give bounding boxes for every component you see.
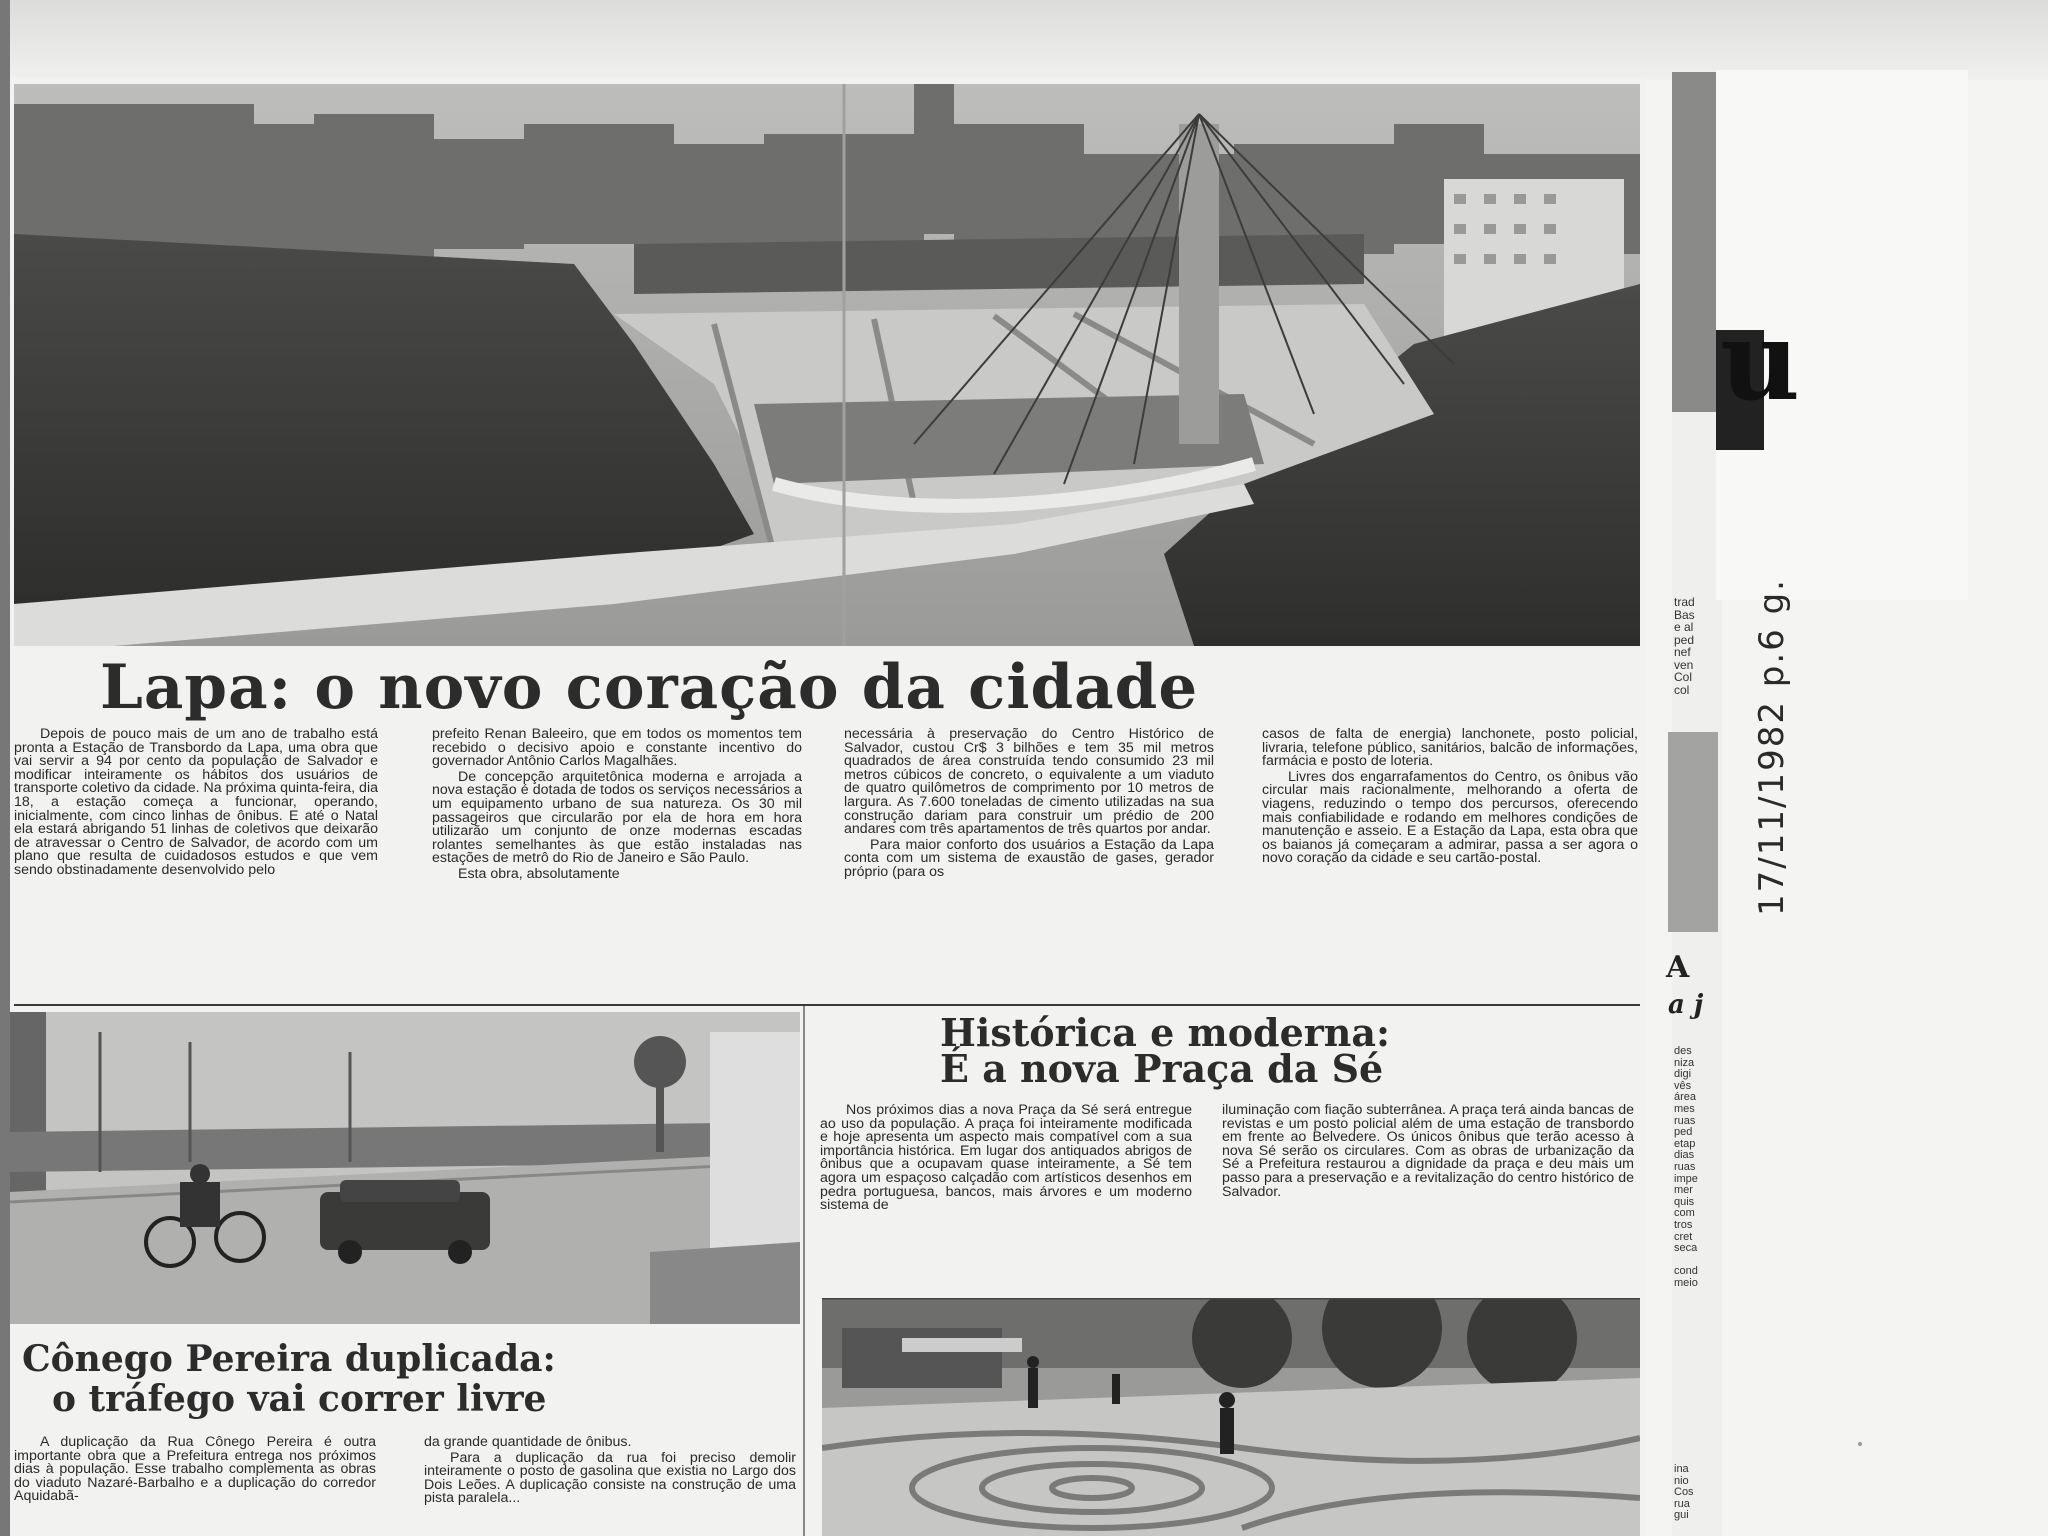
fragment-line: Col [1674,670,1693,684]
fragment-line: etap [1674,1137,1696,1150]
fragment-line: gui [1674,1509,1689,1522]
fragment-large-letter: u [1720,296,1800,425]
conego-headline-line2: o tráfego vai correr livre [52,1378,547,1420]
fragment-line: mes [1674,1102,1695,1115]
fragment-line: ina [1674,1464,1689,1475]
paragraph: A duplicação da Rua Cônego Pereira é outra importante obra que a Prefeitura entrega nos próximos dias à população. Esse trabalho complementa as obras do viaduto Nazaré-Barbalho e a duplicação do corredor Aquidabã- [14,1436,376,1505]
se-headline-line2: É a nova Praça da Sé [940,1046,1384,1091]
main-headline: Lapa: o novo coração da cidade [100,652,1199,723]
fragment-line: rua [1674,1497,1690,1510]
column-divider [803,1006,805,1536]
paragraph: Para a duplicação da rua foi preciso demolir inteiramente o posto de gasolina que existia no Largo dos Dois Leões. A duplicação consiste na construção de uma pista paralela... [424,1449,796,1507]
fragment-line: vês [1674,1079,1692,1092]
fragment-line: cret [1674,1230,1693,1243]
fragment-line: niza [1674,1056,1695,1069]
fragment-line: impe [1674,1172,1698,1185]
fragment-line: tros [1674,1218,1693,1231]
fragment-photo-top [1672,72,1720,412]
lapa-station-photo [14,84,1640,646]
main-article-column-1 [14,728,378,982]
fragment-column-3 [1674,1464,1714,1522]
scan-speck [1858,1442,1862,1446]
fragment-line: quis [1674,1195,1695,1208]
fragment-line: mer [1674,1184,1693,1197]
fragment-headline-a: A [1666,950,1690,985]
fragment-photo-mid [1668,732,1718,932]
fragment-line: e al [1674,620,1694,634]
paragraph: iluminação com fiação subterrânea. A praça terá ainda bancas de revistas e um posto policial além de uma estação de transbordo em frente ao Belvedere. Os únicos ônibus que terão acesso à nova Sé serão os circulares. Com as obras de urbanização da Sé a Prefeitura restaurou a dignidade da praça e deu mais um passo para a preservação e a revitalização do centro histórico de Salvador. [1222,1104,1634,1200]
se-column-1 [820,1104,1192,1290]
fragment-line: digi [1674,1068,1692,1081]
paragraph: De concepção arquitetônica moderna e arrojada a nova estação é dotada de todos os serviços necessários a um equipamento urbano de sua natureza. Os 30 mil passageiros que circularão por ela de hora em hora utilizarão um conjunto de onze modernas escadas rolantes semelhantes às que estão instaladas nas estações de metrô do Rio de Janeiro e São Paulo. [432,768,802,867]
scan-border [0,0,10,1536]
fragment-line: trad [1674,596,1695,609]
fragment-line: seca [1674,1242,1698,1255]
paragraph: necessária à preservação do Centro Histórico de Salvador, custou Cr$ 3 bilhões e tem 35 mil metros quadrados de área construída tendo consumido 23 mil metros cúbicos de concreto, o equivalente a um viaduto de quatro quilômetros de comprimento por 10 metros de largura. As 7.600 toneladas de cimento utilizadas na sua construção dariam para construir um prédio de 200 andares com três apartamentos de três quartos por andar. [844,728,1214,838]
conego-pereira-photo [10,1012,800,1324]
fragment-line: col [1674,682,1690,696]
se-headline-line1: Histórica e moderna: [940,1010,1391,1055]
fragment-headline-italic: a j [1668,990,1704,1020]
fragment-line: ven [1674,657,1694,672]
fragment-column-1 [1674,596,1714,696]
main-article-column-3 [844,728,1214,982]
paragraph: prefeito Renan Baleeiro, que em todos os momentos tem recebido o decisivo apoio e constante incentivo do governador Antônio Carlos Magalhães. [432,728,802,770]
conego-headline-line1: Cônego Pereira duplicada: [22,1338,556,1380]
paragraph: Depois de pouco mais de um ano de trabalho está pronta a Estação de Transbordo da Lapa, uma obra que vai servir a 94 por cento da população de Salvador e modificar inteiramente os hábitos dos usuários de transporte coletivo da cidade. Na próxima quinta-feira, dia 18, a estação começa a funcionar, operando, inicialmente, com cinco linhas de ônibus. E até o Natal ela estará abrigando 51 linhas de coletivos que deixarão de atravessar o Centro de Salvador, de acordo com um plano que resulta de cuidadosos estudos e que vem sendo obstinadamente desenvolvido pelo [14,728,378,878]
fragment-line: meio [1674,1276,1698,1289]
fragment-column-2 [1674,1046,1714,1289]
fragment-line: Bas [1674,607,1695,622]
fragment-line: cond [1674,1265,1698,1278]
fragment-line: Cos [1674,1486,1694,1499]
se-column-2 [1222,1104,1634,1290]
fragment-line: des [1674,1046,1692,1057]
conego-column-1 [14,1436,376,1536]
paragraph: da grande quantidade de ônibus. [424,1436,632,1450]
handwritten-date-note: 17/11/1982 p.6 g. [1752,578,1792,916]
fragment-line: área [1674,1091,1697,1104]
conego-column-2 [424,1436,796,1536]
scanner-background [0,0,2048,80]
paragraph: Esta obra, absolutamente [458,865,620,882]
fragment-line: nef [1674,645,1691,659]
fragment-line: dias [1674,1149,1695,1162]
paragraph: Nos próximos dias a nova Praça da Sé será entregue ao uso da população. A praça foi inteiramente modificada e hoje apresenta um aspecto mais compatível com a sua importância histórica. Em lugar dos antiquados abrigos de ônibus que a ocupavam quase inteiramente, a Sé tem agora um espaçoso calçadão com artísticos desenhos em pedra portuguesa, bancos, mais árvores e um moderno sistema de [820,1104,1192,1214]
main-article-column-2 [432,728,802,982]
fragment-line: ruas [1674,1114,1696,1127]
fragment-line: nio [1674,1474,1689,1487]
paragraph: casos de falta de energia) lanchonete, posto policial, livraria, telefone público, sanitários, balcão de informações, farmácia e posto de loteria. [1262,728,1638,770]
fragment-line: com [1674,1207,1695,1220]
fragment-line: ped [1674,632,1695,647]
fragment-line: ped [1674,1126,1693,1139]
paragraph: Livres dos engarrafamentos do Centro, os ônibus vão circular mais racionalmente, melhorando a oferta de viagens, reduzindo o tempo dos percursos, oferecendo mais confiabilidade e rodando em melhores condições de manutenção e asseio. E a Estação da Lapa, esta obra que os baianos já começaram a admirar, passa a ser agora o novo coração da cidade e seu cartão-postal. [1262,768,1638,867]
main-article-column-4 [1262,728,1638,982]
paragraph: Para maior conforto dos usuários a Estação da Lapa conta com um sistema de exaustão de gases, gerador próprio (para os [844,836,1214,880]
section-divider [14,1004,1640,1006]
fragment-line: ruas [1674,1160,1696,1173]
praca-da-se-photo [822,1298,1640,1536]
